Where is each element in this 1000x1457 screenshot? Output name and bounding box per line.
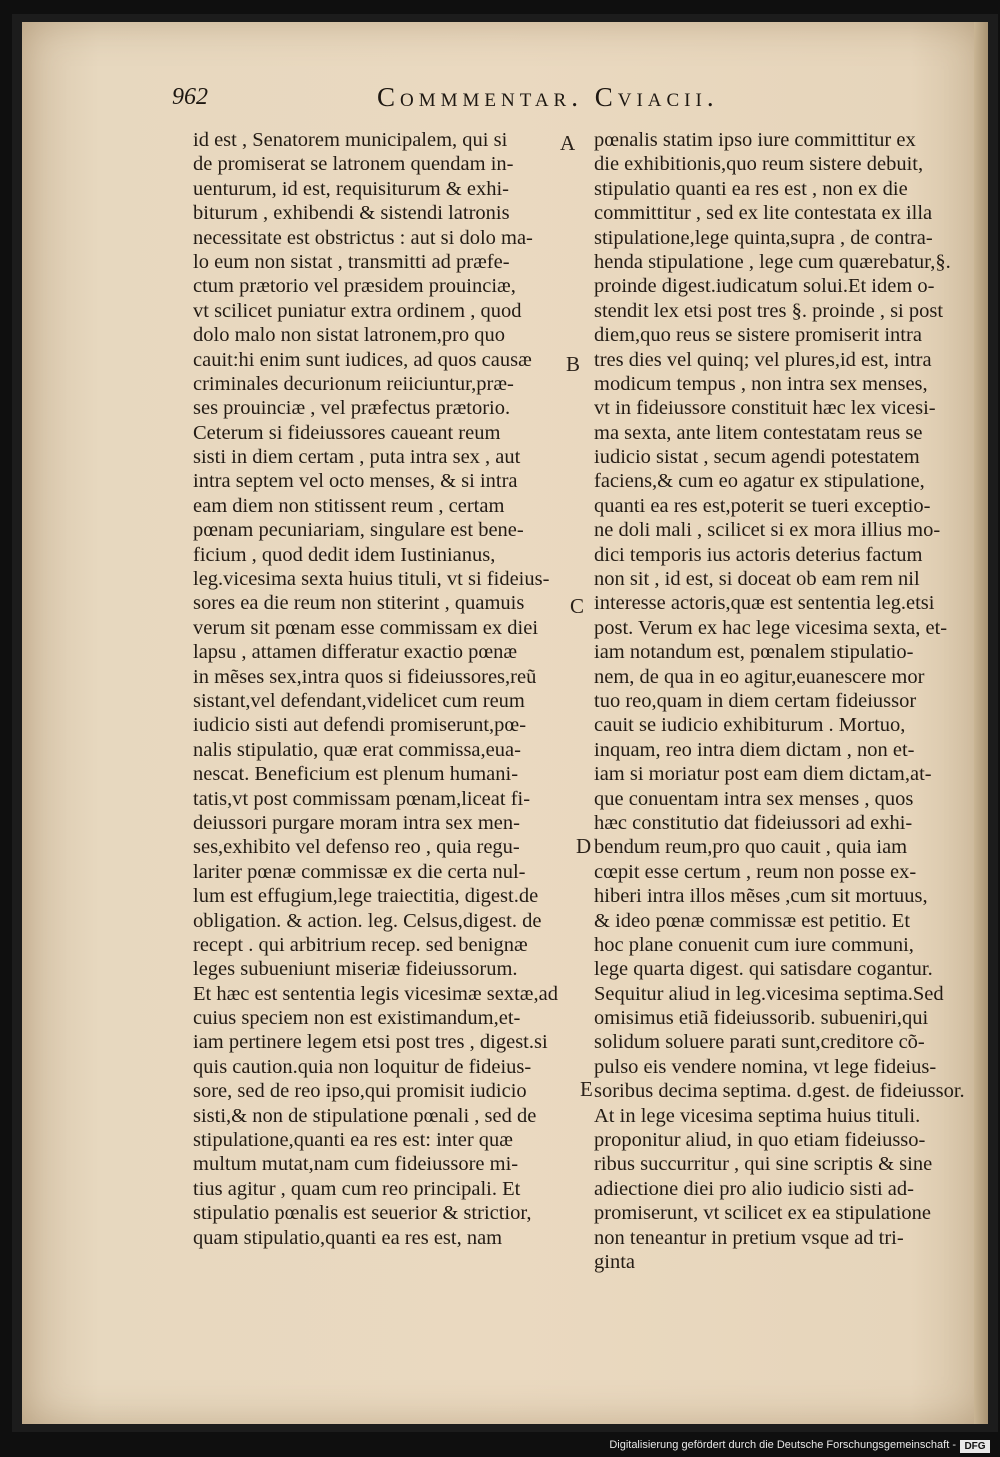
- text-line: quanti ea res est,poterit se tueri exceptio-: [594, 494, 931, 517]
- text-line: sistant,vel defendant,videlicet cum reum: [193, 689, 525, 712]
- text-line: tres dies vel quinq; vel plures,id est, intra: [594, 348, 932, 371]
- text-line: tius agitur , quam cum reo principali. Et: [193, 1177, 521, 1200]
- margin-marker-b: B: [566, 352, 581, 376]
- text-line: proponitur aliud, in quo etiam fideiusso-: [594, 1129, 926, 1152]
- text-line: non teneantur in pretium vsque ad tri-: [594, 1226, 904, 1249]
- text-line: lum est effugium,lege traiectitia, digest.de: [193, 885, 539, 908]
- text-line: necessitate est obstrictus : aut si dolo ma-: [193, 226, 533, 249]
- text-line: hæc constitutio dat fideiussori ad exhi-: [594, 811, 913, 834]
- text-line: bendum reum,pro quo cauit , quia iam: [594, 836, 908, 859]
- text-line: dolo malo non sistat latronem,pro quo: [193, 324, 506, 347]
- text-line: eam diem non stitissent reum , certam: [193, 494, 505, 517]
- text-line: Sequitur aliud in leg.vicesima septima.Sed: [594, 982, 944, 1005]
- text-line: committitur , sed ex lite contestata ex illa: [594, 202, 933, 225]
- dfg-logo: DFG: [960, 1440, 990, 1453]
- text-line: ficium , quod dedit idem Iustinianus,: [193, 543, 496, 566]
- text-line: biturum , exhibendi & sistendi latronis: [193, 202, 510, 225]
- text-line: pulso eis vendere nomina, vt lege fideius-: [594, 1055, 937, 1078]
- margin-marker-d: D: [576, 834, 592, 858]
- text-line: iudicio sisti aut defendi promiserunt,pœ-: [193, 714, 527, 737]
- text-line: deiussori purgare moram intra sex men-: [193, 811, 520, 834]
- text-line: proinde digest.iudicatum solui.Et idem o-: [594, 275, 935, 298]
- text-line: dici temporis ius actoris deterius factum: [594, 543, 923, 566]
- text-line: Et hæc est sententia legis vicesimæ sextæ,ad: [193, 982, 558, 1005]
- text-line: cauit se iudicio exhibiturum . Mortuo,: [594, 714, 906, 737]
- text-line: pœnalis statim ipso iure committitur ex: [594, 129, 916, 151]
- text-line: de promiserat se latronem quendam in-: [193, 153, 514, 176]
- text-line: leges subueniunt miseriæ fideiussorum.: [193, 958, 518, 981]
- text-line: obligation. & action. leg. Celsus,digest. de: [193, 909, 542, 932]
- text-line: lapsu , attamen differatur exactio pœnæ: [193, 641, 518, 664]
- text-line: intra septem vel octo menses, & si intra: [193, 470, 518, 493]
- text-line: verum sit pœnam esse commissam ex diei: [193, 616, 539, 639]
- text-line: & ideo pœnæ commissæ est petitio. Et: [594, 909, 911, 932]
- text-line: cuius speciem non est existimandum,et-: [193, 1007, 521, 1030]
- text-line: quam stipulatio,quanti ea res est, nam: [193, 1226, 503, 1249]
- margin-marker-e: E: [580, 1077, 593, 1101]
- margin-marker-c: C: [570, 594, 585, 618]
- text-line: iam si moriatur post eam diem dictam,at-: [594, 763, 932, 786]
- text-line: non sit , id est, si doceat ob eam rem nil: [594, 568, 920, 591]
- text-line: interesse actoris,quæ est sententia leg.etsi: [594, 592, 935, 615]
- text-line: iudicio sistat , secum agendi potestatem: [594, 446, 920, 469]
- text-line: sisti in diem certam , puta intra sex , aut: [193, 446, 521, 469]
- text-line: soribus decima septima. d.gest. de fideiussor.: [594, 1080, 965, 1103]
- text-line: At in lege vicesima septima huius tituli.: [594, 1104, 921, 1127]
- text-line: faciens,& cum eo agatur ex stipulatione,: [594, 470, 925, 493]
- margin-marker-a: A: [560, 131, 576, 155]
- text-line: inquam, reo intra diem dictam , non et-: [594, 738, 915, 761]
- text-line: hiberi intra illos mẽses ,cum sit mortuus,: [594, 885, 928, 908]
- text-line: nalis stipulatio, quæ erat commissa,eua-: [193, 738, 521, 761]
- text-line: vt scilicet puniatur extra ordinem , quod: [193, 299, 522, 322]
- text-line: adiectione diei pro alio iudicio sisti ad-: [594, 1177, 914, 1200]
- text-line: modicum tempus , non intra sex menses,: [594, 372, 928, 395]
- text-line: die exhibitionis,quo reum sistere debuit,: [594, 153, 924, 176]
- text-line: diem,quo reus se sistere promiserit intra: [594, 324, 922, 347]
- page-number: 962: [172, 84, 208, 110]
- text-line: nescat. Beneficium est plenum humani-: [193, 763, 519, 786]
- text-line: recept . qui arbitrium recep. sed benignæ: [193, 933, 528, 956]
- text-line: uenturum, id est, requisiturum & exhi-: [193, 177, 509, 200]
- text-line: sore, sed de reo ipso,qui promisit iudicio: [193, 1080, 527, 1103]
- text-line: ribus succurritur , qui sine scriptis & sine: [594, 1153, 933, 1176]
- text-line: tatis,vt post commissam pœnam,liceat fi-: [193, 787, 531, 810]
- text-line: que conuentam intra sex menses , quos: [594, 787, 914, 810]
- text-line: hoc plane conuenit cum iure communi,: [594, 933, 914, 956]
- text-line: tuo reo,quam in diem certam fideiussor: [594, 689, 917, 712]
- text-line: Ceterum si fideiussores caueant reum: [193, 421, 501, 444]
- text-line: quis caution.quia non loquitur de fideius-: [193, 1055, 532, 1078]
- running-head: [172, 82, 982, 122]
- right-column: [594, 128, 976, 1274]
- text-line: ses,exhibito vel defenso reo , quia regu-: [193, 836, 520, 859]
- text-line: promiserunt, vt scilicet ex ea stipulatione: [594, 1202, 932, 1225]
- text-line: sores ea die reum non stiterint , quamuis: [193, 592, 525, 615]
- text-line: ne doli mali , scilicet si ex mora illius mo-: [594, 519, 941, 542]
- text-line: omisimus etiã fideiussorib. subueniri,qui: [594, 1007, 929, 1030]
- text-line: lariter pœnæ commissæ ex die certa nul-: [193, 860, 526, 883]
- text-line: vt in fideiussore constituit hæc lex vicesi-: [594, 397, 936, 420]
- text-line: criminales decurionum reiiciuntur,præ-: [193, 372, 514, 395]
- text-line: stendit lex etsi post tres §. proinde , si post: [594, 299, 944, 322]
- text-line: leg.vicesima sexta huius tituli, vt si fideius-: [193, 568, 550, 591]
- page-edge: [974, 22, 988, 1424]
- text-line: post. Verum ex hac lege vicesima sexta, et-: [594, 616, 948, 639]
- text-line: pœnam pecuniariam, singulare est bene-: [193, 519, 524, 542]
- running-head-title: Commmentar. Cviacii.: [377, 82, 719, 112]
- text-line: lege quarta digest. qui satisdare cogantur.: [594, 958, 933, 981]
- text-line: stipulatione,lege quinta,supra , de contra-: [594, 226, 933, 249]
- text-line: iam notandum est, pœnalem stipulatio-: [594, 641, 914, 664]
- text-line: ctum prætorio vel præsidem prouinciæ,: [193, 275, 516, 298]
- text-line: stipulatio pœnalis est seuerior & strictior,: [193, 1202, 532, 1225]
- text-line: stipulatione,quanti ea res est: inter quæ: [193, 1129, 513, 1152]
- text-line: lo eum non sistat , transmitti ad præfe-: [193, 250, 510, 273]
- text-line: cauit:hi enim sunt iudices, ad quos causæ: [193, 348, 532, 371]
- left-column: [193, 128, 571, 1250]
- text-line: ginta: [594, 1250, 635, 1273]
- text-line: henda stipulatione , lege cum quærebatur,§.: [594, 250, 951, 273]
- text-line: iam pertinere legem etsi post tres , digest.si: [193, 1031, 548, 1054]
- text-line: stipulatio quanti ea res est , non ex die: [594, 177, 908, 200]
- text-line: multum mutat,nam cum fideiussore mi-: [193, 1153, 519, 1176]
- text-line: solidum soluere parati sunt,creditore cõ-: [594, 1031, 925, 1054]
- text-line: sisti,& non de stipulatione pœnali , sed de: [193, 1104, 537, 1127]
- text-line: ma sexta, ante litem contestatam reus se: [594, 421, 923, 444]
- text-line: cœpit esse certum , reum non posse ex-: [594, 860, 917, 883]
- digitization-footer: [0, 1437, 1000, 1457]
- text-line: nem, de qua in eo agitur,euanescere mor: [594, 665, 925, 688]
- footer-credit: Digitalisierung gefördert durch die Deutsche Forschungsgemeinschaft -: [609, 1439, 956, 1451]
- text-line: in mẽses sex,intra quos si fideiussores,reũ: [193, 665, 537, 688]
- text-line: id est , Senatorem municipalem, qui si: [193, 129, 508, 151]
- text-line: ses prouinciæ , vel præfectus prætorio.: [193, 397, 511, 420]
